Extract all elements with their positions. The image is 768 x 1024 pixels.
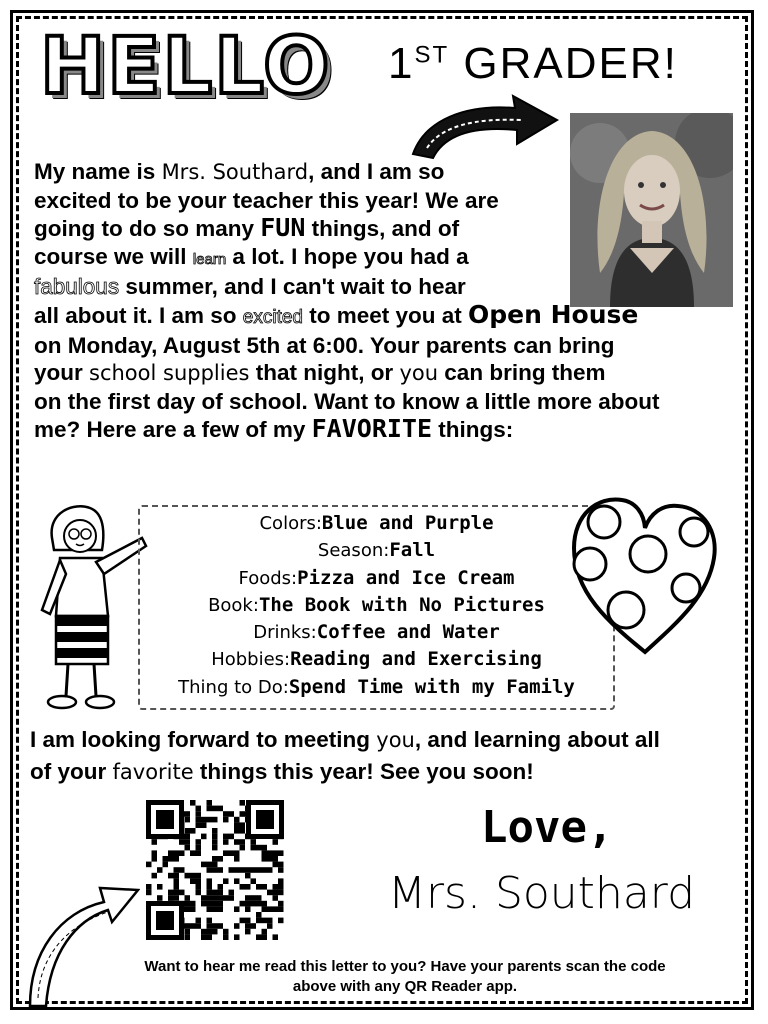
- grade-number: 1: [388, 39, 415, 88]
- favorite-item: [138, 619, 615, 646]
- favorite-value: Fall: [389, 539, 436, 562]
- qr-note-line-1: Want to hear me read this letter to you? Have your parents scan the code: [144, 958, 666, 975]
- closing-love: Love,: [481, 802, 614, 853]
- favorite-value: Pizza and Ice Cream: [297, 566, 515, 589]
- favorite-key: Drinks:: [253, 622, 317, 644]
- favorite-key: Colors:: [259, 513, 322, 534]
- grade-word: GRADER!: [463, 39, 678, 88]
- favorite-value: Blue and Purple: [321, 512, 494, 534]
- favorite-value: Reading and Exercising: [290, 648, 542, 671]
- intro-line-3: going to do so many FUN things, and of: [34, 213, 460, 243]
- intro-line-6: all about it. I am so excited to meet you at Open House: [34, 299, 639, 329]
- favorite-key: Foods:: [238, 567, 298, 589]
- favorite-item: [138, 646, 615, 673]
- intro-line-8: your school supplies that night, or you can bring them: [34, 360, 606, 386]
- favorite-value: The Book with No Pictures: [258, 593, 545, 616]
- intro-line-7: on Monday, August 5th at 6:00. Your parents can bring: [34, 332, 615, 358]
- favorite-item: [138, 510, 615, 537]
- intro-line-1: My name is Mrs. Southard, and I am so: [34, 159, 445, 184]
- grade-heading: [388, 39, 678, 88]
- outro-line-1: I am looking forward to meeting you, and learning about all: [30, 727, 660, 752]
- favorite-value: Spend Time with my Family: [288, 675, 575, 698]
- intro-line-9: on the first day of school. Want to know a little more about: [34, 388, 660, 414]
- qr-note-line-2: above with any QR Reader app.: [292, 978, 518, 995]
- intro-paragraph: [34, 158, 734, 444]
- favorite-key: Hobbies:: [211, 649, 291, 671]
- intro-line-4: course we will learn a lot. I hope you had a: [34, 243, 469, 269]
- outro-paragraph: [30, 724, 735, 788]
- favorite-item: [138, 674, 615, 701]
- qr-instructions: [100, 957, 710, 997]
- outro-line-2: of your favorite things this year! See you soon!: [30, 759, 534, 784]
- favorite-item: [138, 592, 615, 619]
- favorite-key: Season:: [317, 540, 390, 562]
- hello-heading: HELLO: [40, 22, 332, 112]
- intro-line-5: fabulous summer, and I can't wait to hear: [34, 274, 466, 300]
- teacher-clipart-icon: [34, 498, 152, 718]
- arrow-right-icon: [405, 92, 565, 162]
- favorite-value: Coffee and Water: [316, 621, 500, 644]
- qr-code-icon: [146, 800, 284, 940]
- heart-icon: [568, 492, 722, 658]
- favorite-item: [138, 565, 615, 592]
- intro-line-2: excited to be your teacher this year! We are: [34, 187, 499, 213]
- intro-line-10: me? Here are a few of my FAVORITE things:: [34, 414, 514, 444]
- favorite-item: [138, 537, 615, 564]
- favorites-list: [138, 510, 615, 701]
- favorite-key: Thing to Do:: [178, 676, 289, 698]
- grade-suffix: ST: [414, 41, 450, 69]
- closing-signature: Mrs. Southard: [388, 868, 696, 919]
- favorite-key: Book:: [208, 594, 259, 616]
